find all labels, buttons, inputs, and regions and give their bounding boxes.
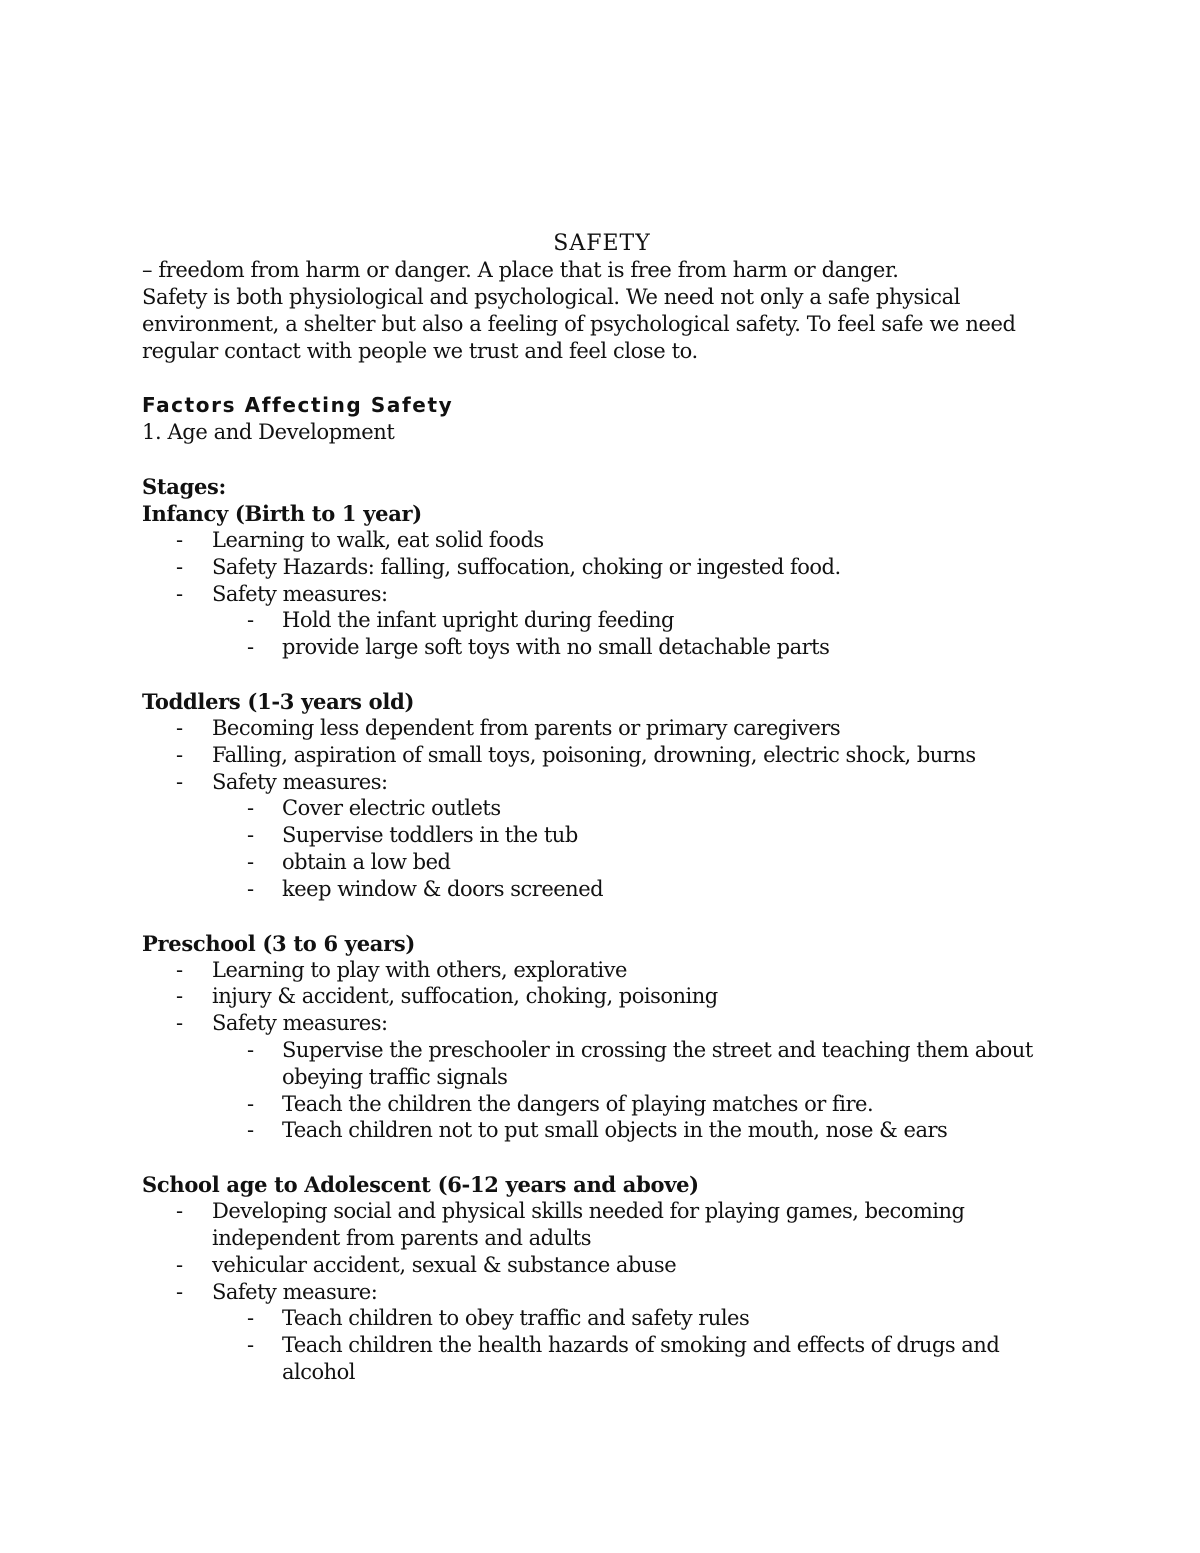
measure-item: - Teach children not to put small objects in the mouth, nose & ears	[142, 1117, 1062, 1144]
measure-item: - keep window & doors screened	[142, 876, 1062, 903]
list-item-measures	[142, 769, 1062, 903]
spacer	[142, 446, 1062, 473]
measures-label: Safety measures:	[212, 581, 388, 606]
measures-list	[212, 1305, 1062, 1385]
spacer	[142, 903, 1062, 930]
measures-list	[212, 795, 1062, 902]
measure-item: - Teach children to obey traffic and safety rules	[142, 1305, 1062, 1332]
list-item: - Developing social and physical skills needed for playing games, becoming independent from parents and adults	[142, 1198, 1062, 1252]
stage-preschool	[142, 930, 1062, 1145]
measure-item: - Teach the children the dangers of playing matches or fire.	[142, 1091, 1062, 1118]
stage-list	[142, 957, 1062, 1145]
definition-text: – freedom from harm or danger. A place that is free from harm or danger.	[142, 258, 899, 282]
stage-infancy	[142, 500, 1062, 661]
list-item: - Learning to walk, eat solid foods	[142, 527, 1062, 554]
measures-label: Safety measures:	[212, 769, 388, 794]
stage-heading: Infancy (Birth to 1 year)	[142, 501, 422, 526]
stage-heading: Toddlers (1-3 years old)	[142, 688, 415, 714]
factor-age-development: 1. Age and Development	[142, 420, 395, 444]
spacer	[142, 661, 1062, 688]
factors-heading: Factors Affecting Safety	[142, 393, 454, 417]
spacer	[142, 365, 1062, 392]
spacer	[142, 1144, 1062, 1171]
measures-label: Safety measures:	[212, 1011, 388, 1036]
measures-list	[212, 607, 1062, 661]
stages-heading: Stages:	[142, 474, 226, 499]
stage-toddlers	[142, 688, 1062, 903]
stage-heading: School age to Adolescent (6-12 years and above)	[142, 1172, 699, 1198]
measure-item: - Supervise toddlers in the tub	[142, 822, 1062, 849]
document-title: SAFETY	[553, 231, 651, 256]
list-item-measures	[142, 1279, 1062, 1386]
list-item: - Becoming less dependent from parents or primary caregivers	[142, 715, 1062, 742]
list-item-measures	[142, 581, 1062, 661]
stage-list	[142, 527, 1062, 661]
list-item: - vehicular accident, sexual & substance abuse	[142, 1252, 1062, 1279]
list-item-measures	[142, 1010, 1062, 1144]
list-item: - Safety Hazards: falling, suffocation, choking or ingested food.	[142, 554, 1062, 581]
measures-list	[212, 1037, 1062, 1144]
measure-item: - Hold the infant upright during feeding	[142, 607, 1062, 634]
list-item: - Learning to play with others, explorative	[142, 957, 1062, 984]
intro-paragraph: Safety is both physiological and psychological. We need not only a safe physical environment, a shelter but also a feeling of psychological safety. To feel safe we need regular contact with people we trust and feel close to.	[142, 285, 1016, 363]
measure-item: - provide large soft toys with no small detachable parts	[142, 634, 1062, 661]
list-item: - Falling, aspiration of small toys, poisoning, drowning, electric shock, burns	[142, 742, 1062, 769]
list-item: - injury & accident, suffocation, choking, poisoning	[142, 983, 1062, 1010]
measure-item: - Supervise the preschooler in crossing the street and teaching them about obeying traffic signals	[142, 1037, 1062, 1091]
measure-item: - Teach children the health hazards of smoking and effects of drugs and alcohol	[142, 1332, 1062, 1386]
stage-heading: Preschool (3 to 6 years)	[142, 930, 415, 956]
measures-label: Safety measure:	[212, 1279, 378, 1304]
stage-list	[142, 1198, 1062, 1386]
measure-item: - Cover electric outlets	[142, 795, 1062, 822]
stage-list	[142, 715, 1062, 903]
document-content	[142, 230, 1062, 1386]
stage-school-age-adolescent	[142, 1171, 1062, 1386]
measure-item: - obtain a low bed	[142, 849, 1062, 876]
